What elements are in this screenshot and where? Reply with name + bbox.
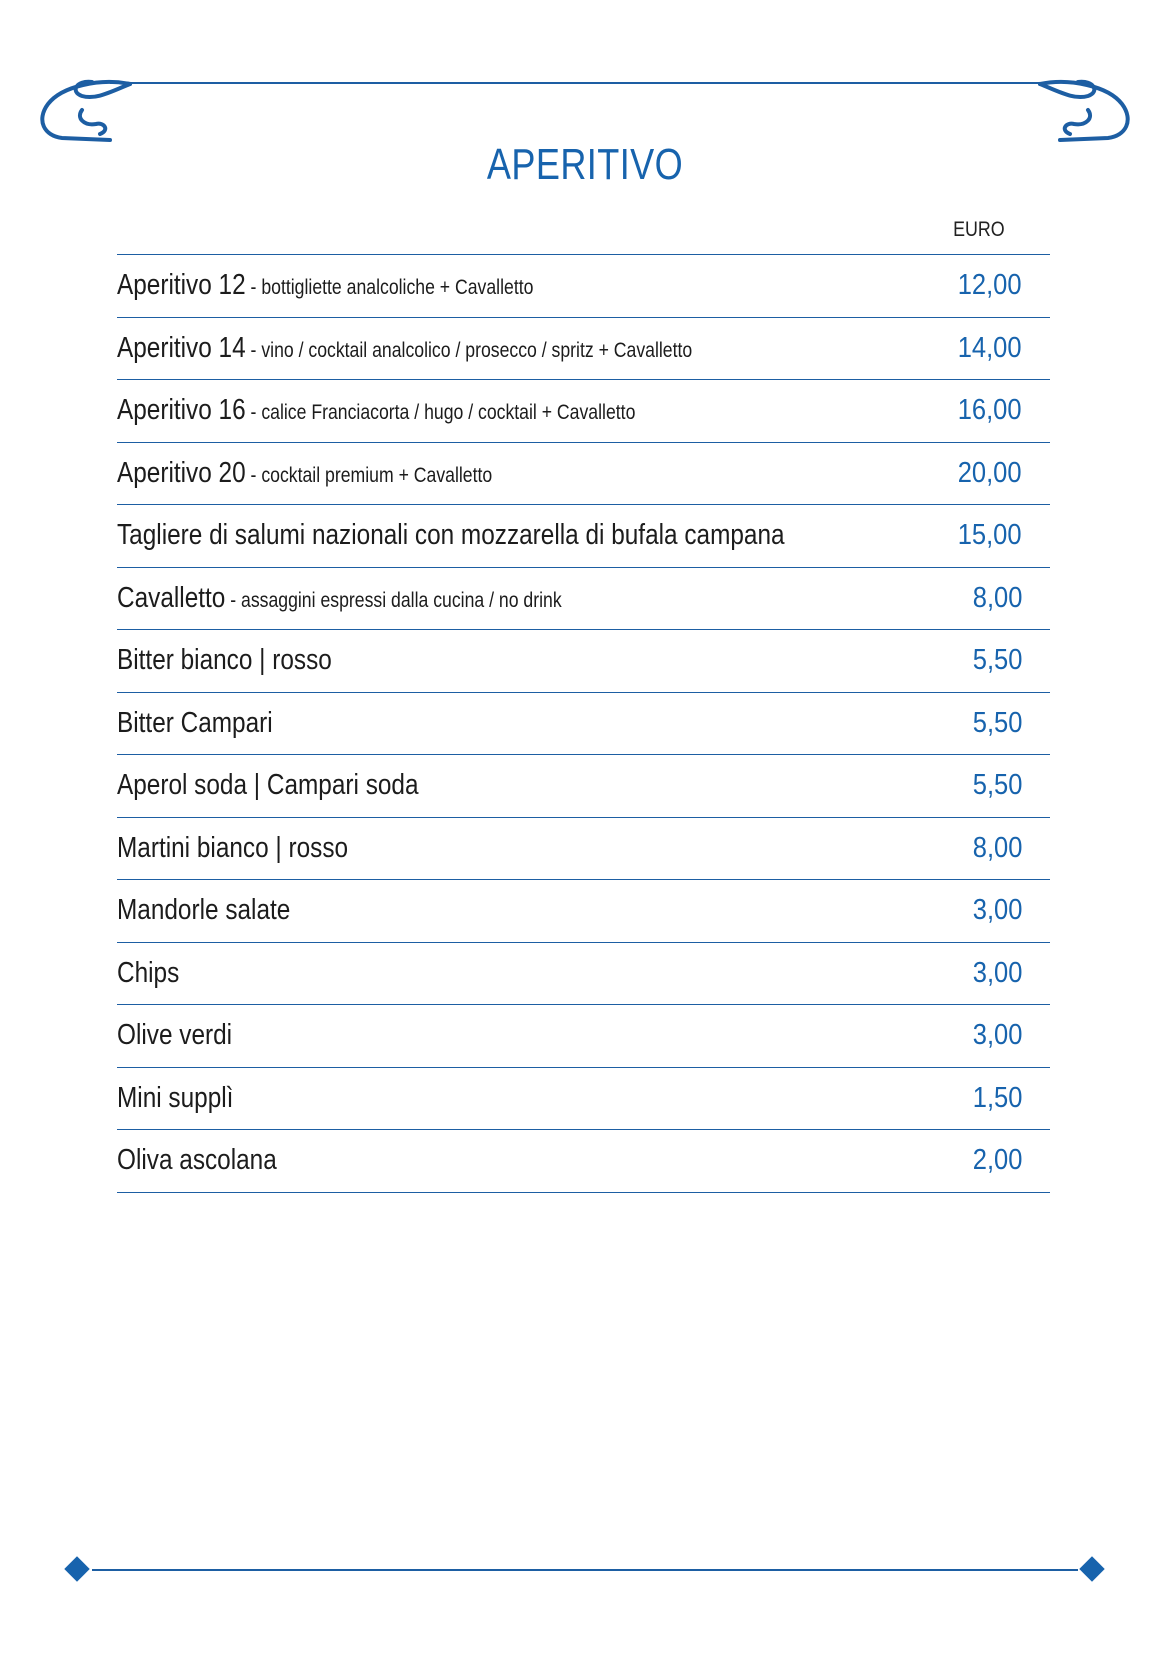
item-price: 8,00 xyxy=(972,831,1022,864)
item-description: - assaggini espressi dalla cucina / no drink xyxy=(225,588,562,612)
menu-row xyxy=(117,818,1050,881)
item-price: 2,00 xyxy=(972,1144,1022,1177)
item-name: Aperitivo 20 xyxy=(117,456,246,489)
menu-row xyxy=(117,880,1050,943)
menu-row xyxy=(117,1130,1050,1193)
menu-row xyxy=(117,755,1050,818)
item-price: 1,50 xyxy=(972,1081,1022,1114)
item-price: 15,00 xyxy=(958,519,1022,552)
menu-row xyxy=(117,1005,1050,1068)
menu-list xyxy=(117,254,1050,1193)
item-description: - bottigliette analcoliche + Cavalletto xyxy=(245,276,534,300)
item-name: Cavalletto xyxy=(117,581,226,614)
item-description: - calice Franciacorta / hugo / cocktail + Cavalletto xyxy=(245,401,636,425)
menu-row xyxy=(117,505,1050,568)
item-name: Aperitivo 14 xyxy=(117,331,246,364)
item-name: Bitter Campari xyxy=(117,706,273,739)
item-price: 14,00 xyxy=(958,331,1022,364)
item-label xyxy=(117,1082,233,1115)
item-name: Aperol soda | Campari soda xyxy=(117,769,419,802)
item-name: Bitter bianco | rosso xyxy=(117,644,332,677)
item-label xyxy=(117,1144,277,1177)
item-name: Chips xyxy=(117,956,180,989)
page-title: APERITIVO xyxy=(486,140,684,189)
menu-row xyxy=(117,630,1050,693)
item-price: 5,50 xyxy=(972,644,1022,677)
item-description: - vino / cocktail analcolico / prosecco / spritz + Cavalletto xyxy=(245,338,693,362)
menu-row xyxy=(117,318,1050,381)
menu-row xyxy=(117,1068,1050,1131)
item-label xyxy=(117,957,179,990)
item-label xyxy=(117,457,492,490)
menu-row xyxy=(117,255,1050,318)
menu-row xyxy=(117,380,1050,443)
item-name: Olive verdi xyxy=(117,1019,233,1052)
item-name: Martini bianco | rosso xyxy=(117,831,349,864)
item-price: 5,50 xyxy=(972,706,1022,739)
item-label xyxy=(117,394,635,427)
item-price: 12,00 xyxy=(958,269,1022,302)
item-price: 5,50 xyxy=(972,769,1022,802)
item-label xyxy=(117,832,348,865)
item-label xyxy=(117,582,562,615)
item-description: - cocktail premium + Cavalletto xyxy=(245,463,493,487)
item-name: Mandorle salate xyxy=(117,894,291,927)
menu-row xyxy=(117,693,1050,756)
menu-row xyxy=(117,943,1050,1006)
item-label xyxy=(117,332,692,365)
item-label xyxy=(117,894,290,927)
item-name: Aperitivo 12 xyxy=(117,269,246,302)
item-label xyxy=(117,1019,232,1052)
menu-row xyxy=(117,443,1050,506)
item-price: 3,00 xyxy=(972,1019,1022,1052)
item-label xyxy=(117,644,332,677)
item-label xyxy=(117,269,533,302)
item-label xyxy=(117,707,273,740)
item-name: Mini supplì xyxy=(117,1081,234,1114)
item-name: Aperitivo 16 xyxy=(117,394,246,427)
item-label xyxy=(117,769,419,802)
item-price: 8,00 xyxy=(972,581,1022,614)
item-name: Tagliere di salumi nazionali con mozzarella di bufala campana xyxy=(117,519,785,552)
menu-row xyxy=(117,568,1050,631)
diamond-right-icon xyxy=(1079,1556,1104,1581)
item-price: 20,00 xyxy=(958,456,1022,489)
item-label xyxy=(117,519,785,552)
item-price: 16,00 xyxy=(958,394,1022,427)
item-price: 3,00 xyxy=(972,956,1022,989)
item-price: 3,00 xyxy=(972,894,1022,927)
swirl-ornament-right-icon xyxy=(1040,82,1128,140)
swirl-ornament-left-icon xyxy=(42,82,130,140)
item-name: Oliva ascolana xyxy=(117,1144,277,1177)
currency-label: EURO xyxy=(953,218,1005,241)
diamond-left-icon xyxy=(64,1556,89,1581)
